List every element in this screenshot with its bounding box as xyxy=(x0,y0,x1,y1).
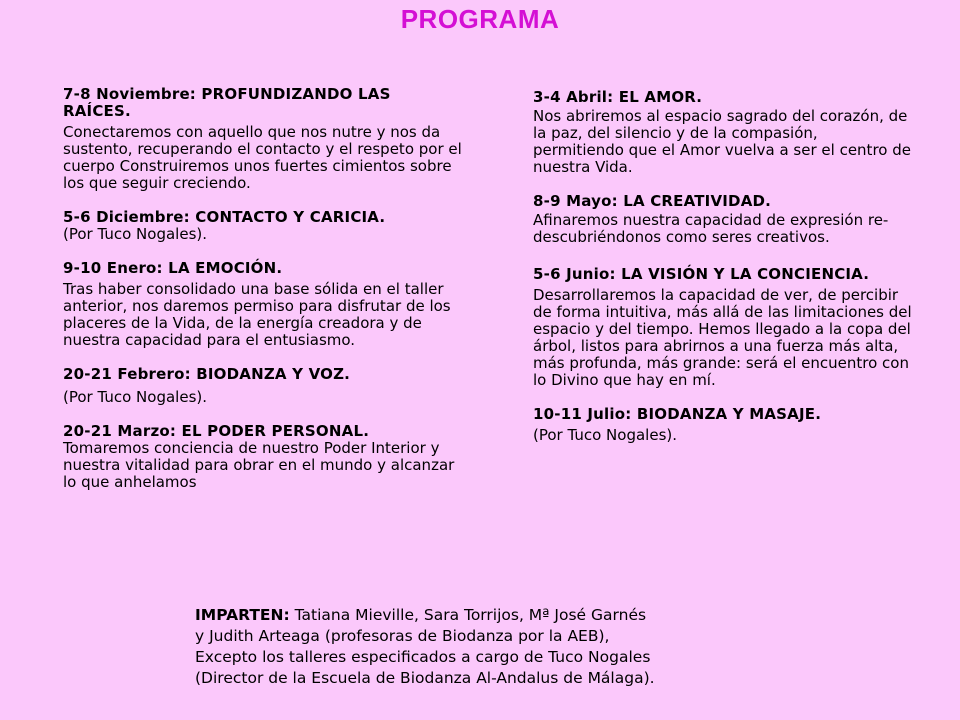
page-title: PROGRAMA xyxy=(400,4,560,34)
workshop-item xyxy=(63,209,463,243)
instructors-names: Tatiana Mieville, Sara Torrijos, Mª José Garnés xyxy=(289,606,647,624)
workshop-item xyxy=(63,366,463,406)
instructors-line: (Director de la Escuela de Biodanza Al-Andalus de Málaga). xyxy=(195,669,655,687)
workshop-description: (Por Tuco Nogales). xyxy=(63,225,208,243)
workshop-heading: 9-10 Enero: LA EMOCIÓN. xyxy=(63,259,283,277)
workshop-description: Conectaremos con aquello que nos nutre y nos da sustento, recuperando el contacto y el respeto por el cuerpo Construiremos unos fuertes cimientos sobre los que seguir creciendo. xyxy=(63,123,462,192)
workshop-item xyxy=(63,423,463,491)
instructors-note xyxy=(195,605,815,689)
workshop-heading: 3-4 Abril: EL AMOR. xyxy=(533,88,703,106)
right-column xyxy=(533,89,913,461)
instructors-line: Excepto los talleres especificados a cargo de Tuco Nogales xyxy=(195,648,651,666)
workshop-heading: 7-8 Noviembre: PROFUNDIZANDO LAS RAÍCES. xyxy=(63,85,391,120)
workshop-heading: 5-6 Diciembre: CONTACTO Y CARICIA. xyxy=(63,208,386,226)
workshop-description: (Por Tuco Nogales). xyxy=(533,426,678,444)
workshop-heading: 5-6 Junio: LA VISIÓN Y LA CONCIENCIA. xyxy=(533,265,870,283)
workshop-description: Tras haber consolidado una base sólida en el taller anterior, nos daremos permiso para disfrutar de los placeres de la Vida, de la energía creadora y de nuestra capacidad para el entusiasmo. xyxy=(63,280,451,349)
workshop-description: Nos abriremos al espacio sagrado del corazón, de la paz, del silencio y de la compasión, permitiendo que el Amor vuelva a ser el centro de nuestra Vida. xyxy=(533,107,911,176)
workshop-heading: 20-21 Febrero: BIODANZA Y VOZ. xyxy=(63,365,351,383)
workshop-item xyxy=(63,260,463,349)
workshop-description: (Por Tuco Nogales). xyxy=(63,388,208,406)
workshop-description: Tomaremos conciencia de nuestro Poder Interior y nuestra vitalidad para obrar en el mundo y alcanzar lo que anhelamos xyxy=(63,439,455,491)
instructors-line xyxy=(195,605,815,626)
workshop-description: Afinaremos nuestra capacidad de expresión re-descubriéndonos como seres creativos. xyxy=(533,211,889,246)
workshop-item xyxy=(533,89,913,176)
workshop-item xyxy=(533,193,913,246)
instructors-label: IMPARTEN: xyxy=(195,606,290,624)
left-column xyxy=(63,86,463,508)
workshop-item xyxy=(63,86,463,192)
workshop-heading: 20-21 Marzo: EL PODER PERSONAL. xyxy=(63,422,370,440)
workshop-description: Desarrollaremos la capacidad de ver, de percibir de forma intuitiva, más allá de las limitaciones del espacio y del tiempo. Hemos llegado a la copa del árbol, listos para abrirnos a una fuerza más alta, más profunda, más grande: será el encuentro con lo Divino que hay en mí. xyxy=(533,286,912,389)
instructors-line: y Judith Arteaga (profesoras de Biodanza por la AEB), xyxy=(195,627,610,645)
workshop-item xyxy=(533,406,913,444)
workshop-item xyxy=(533,263,913,389)
workshop-heading: 10-11 Julio: BIODANZA Y MASAJE. xyxy=(533,405,822,423)
workshop-heading: 8-9 Mayo: LA CREATIVIDAD. xyxy=(533,192,772,210)
